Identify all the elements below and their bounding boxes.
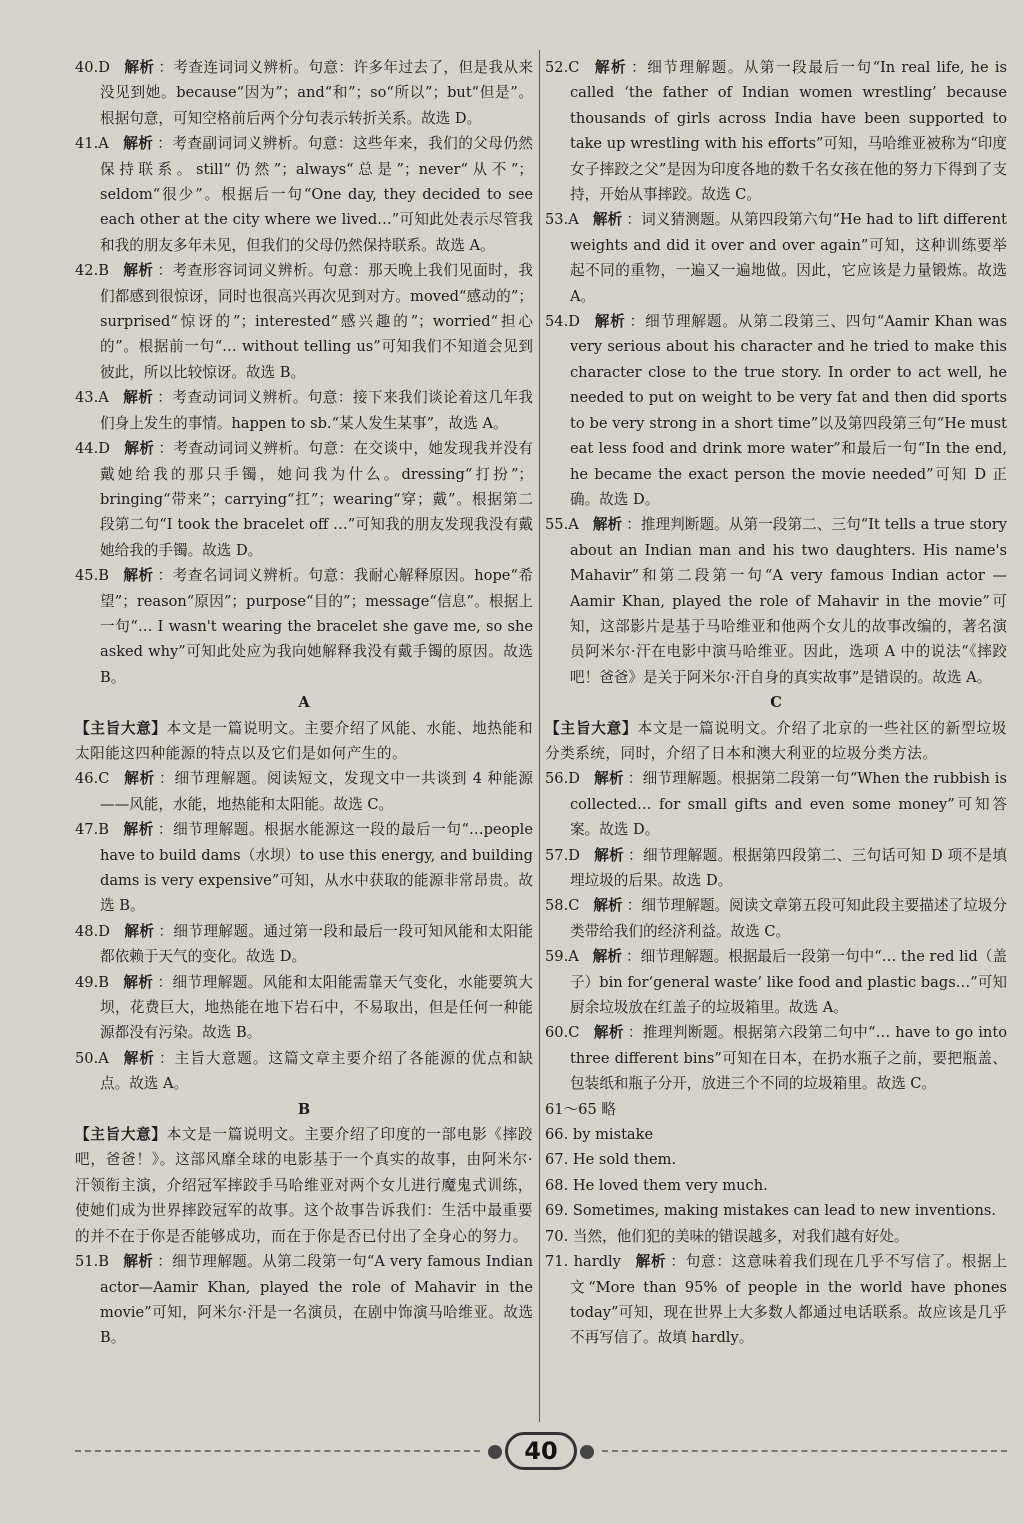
column-divider [539, 50, 540, 1422]
answer-number: 46.C [75, 770, 110, 788]
analysis-label: 解析 [634, 1253, 667, 1271]
summary-label: 【主旨大意】 [75, 1126, 167, 1144]
answer-item: 49.B 解析 ：细节理解题。风能和太阳能需靠天气变化，水能要筑大坝，花费巨大，地热能在地下岩石中，不易取出，但是任何一种能源都没有污染。故选 B。 [75, 973, 533, 1042]
summary-text: 本文是一篇说明文。介绍了北京的一些社区的新型垃圾分类系统，同时，介绍了日本和澳大利亚的垃圾分类方法。 [545, 719, 1007, 762]
analysis-label: 解析 [593, 897, 623, 915]
footer-dashed-line-left [75, 1450, 480, 1452]
answer-explanation: 词义猜测题。从第四段第六句“He had to lift different weights and did it over and over again”可知，这种训练要举起不同的重物，一遍又一遍地做。因此，它应该是力量锻炼。故选 A。 [570, 211, 1007, 305]
analysis-label: 解析 [593, 846, 625, 864]
analysis-label: 解析 [122, 262, 154, 280]
analysis-label: 解析 [592, 948, 622, 966]
answer-line: 69. Sometimes, making mistakes can lead to new inventions. [545, 1202, 997, 1220]
answer-number: 41.A [75, 135, 109, 153]
analysis-label: 解析 [123, 59, 155, 76]
analysis-label: 解析 [593, 59, 628, 76]
answer-explanation: 推理判断题。从第一段第二、三句“It tells a true story about an Indian man and his two daughters. His name's Mahavir”和第二段第一句“A very famous Indian actor — Aamir Khan, played the role of Mahavir in the movie”可知，这部影片是基于马哈维亚和他两个女儿的故事改编的，著名演员阿米尔·汗在电影中演马哈维亚。因此，选项 A 中的说法“《摔跤吧！爸爸》是关于阿米尔·汗自身的真实故事”是错误的。故选 A。 [570, 516, 1007, 686]
analysis-label: 解析 [592, 516, 623, 534]
answer-number: 58.C [545, 897, 580, 915]
answer-item: 46.C 解析 ：细节理解题。阅读短文，发现文中一共谈到 4 种能源——风能，水能，地热能和太阳能。故选 C。 [75, 770, 533, 813]
answer-explanation: 考查副词词义辨析。句意：这些年来，我们的父母仍然保持联系。still“仍然”；always“总是”；never“从不”；seldom“很少”。根据后一句“One day, they decided to see each other at the city where we lived…”可知此处表示尽管我和我的朋友多年未见，但我们的父母仍然保持联系。故选 A。 [100, 135, 533, 254]
passage-heading: A [298, 694, 310, 712]
analysis-label: 解析 [122, 567, 154, 585]
analysis-label: 解析 [592, 211, 623, 229]
answer-number: 56.D [545, 770, 580, 788]
answer-explanation: 推理判断题。根据第六段第二句中“… have to go into three different bins”可知在日本，在扔水瓶子之前，要把瓶盖、包装纸和瓶子分开，放进三个不同的垃圾箱里。故选 C。 [570, 1024, 1007, 1093]
answer-item: 51.B 解析 ：细节理解题。从第二段第一句“A very famous Indian actor—Aamir Khan, played the role of Mahavir in the movie”可知，阿米尔·汗是一名演员，在剧中饰演马哈维亚。故选 B。 [75, 1253, 533, 1347]
answer-number: 57.D [545, 846, 580, 864]
summary-label: 【主旨大意】 [75, 719, 167, 737]
answer-item: 60.C 解析 ：推理判断题。根据第六段第二句中“… have to go into three different bins”可知在日本，在扔水瓶子之前，要把瓶盖、包装纸和瓶子分开，放进三个不同的垃圾箱里。故选 C。 [545, 1024, 1007, 1093]
passage-summary [75, 1122, 533, 1249]
answer-line: 70. 当然，他们犯的美味的错误越多，对我们越有好处。 [545, 1227, 909, 1245]
analysis-label: 解析 [123, 770, 156, 788]
answer-item: 59.A 解析 ：细节理解题。根据最后一段第一句中“… the red lid（盖子）bin for‘general waste’ like food and plastic bags…”可知厨余垃圾放在红盖子的垃圾箱里。故选 A。 [545, 948, 1007, 1017]
footer-ornament-left [488, 1445, 502, 1459]
answer-number: 50.A [75, 1049, 109, 1067]
answer-number: 47.B [75, 821, 109, 839]
page-footer [75, 1428, 1007, 1468]
answer-item: 45.B 解析 ：考查名词词义辨析。句意：我耐心解释原因。hope“希望”；reason“原因”；purpose“目的”；message“信息”。根据上一句“… I wasn't wearing the bracelet she gave me, so she asked why”可知此处应为我向她解释我没有戴手镯的原因。故选 B。 [75, 567, 533, 686]
answer-line: 66. by mistake [545, 1126, 654, 1144]
analysis-label: 解析 [122, 389, 154, 407]
right-column [545, 55, 1007, 1351]
analysis-label: 解析 [123, 440, 155, 458]
answer-item: 47.B 解析 ：细节理解题。根据水能源这一段的最后一句“…people have to build dams（水坝）to use this energy, and building dams is very expensive”可知，从水中获取的能源非常昂贵。故选 B。 [75, 821, 533, 915]
answer-item: 44.D 解析 ：考查动词词义辨析。句意：在交谈中，她发现我并没有戴她给我的那只手镯，她问我为什么。dressing“打扮”；bringing“带来”；carrying“扛”；wearing“穿；戴”。根据第二段第二句“I took the bracelet off …”可知我的朋友发现我没有戴她给我的手镯。故选 D。 [75, 440, 533, 559]
answer-number: 44.D [75, 440, 110, 458]
analysis-label: 解析 [122, 135, 154, 153]
analysis-label: 解析 [593, 770, 624, 788]
answer-item: 50.A 解析 ：主旨大意题。这篇文章主要介绍了各能源的优点和缺点。故选 A。 [75, 1049, 533, 1093]
answer-number: 71. hardly [545, 1253, 621, 1271]
analysis-label: 解析 [593, 313, 626, 331]
answer-line: 68. He loved them very much. [545, 1176, 768, 1194]
answer-explanation: 细节理解题。根据第四段第二、三句话可知 D 项不是填埋垃圾的后果。故选 D。 [570, 846, 1007, 889]
answer-number: 53.A [545, 211, 579, 229]
answer-item: 55.A 解析 ：推理判断题。从第一段第二、三句“It tells a true story about an Indian man and his two daughters. His name's Mahavir”和第二段第一句“A very famous Indian actor — Aamir Khan, played the role of Mahavir in the movie”可知，这部影片是基于马哈维亚和他两个女儿的故事改编的，著名演员阿米尔·汗在电影中演马哈维亚。因此，选项 A 中的说法“《摔跤吧！爸爸》是关于阿米尔·汗自身的真实故事”是错误的。故选 A。 [545, 516, 1007, 686]
answer-number: 54.D [545, 313, 580, 331]
answer-item: 40.D 解析 ：考查连词词义辨析。句意：许多年过去了，但是我从来没见到她。because“因为”；and“和”；so“所以”；but“但是”。根据句意，可知空格前后两个分句表示转折关系。故选 D。 [75, 59, 533, 127]
answer-number: 51.B [75, 1253, 109, 1271]
answer-number: 48.D [75, 922, 110, 940]
answer-item: 52.C 解析 ：细节理解题。从第一段最后一句“In real life, he is called ‘the father of Indian women wrestling’ because thousands of girls across India have been supported to take up wrestling with his efforts”可知，马哈维亚被称为“印度女子摔跤之父”是因为印度各地的数千名女孩在他的努力下得到了支持，开始从事摔跤。故选 C。 [545, 59, 1007, 204]
answer-item: 54.D 解析 ：细节理解题。从第二段第三、四句“Aamir Khan was very serious about his character and he tried to make this character close to the true story. In order to act well, he needed to put on weight to be very fat and then did sports to be very strong in a short time”以及第四段第三句“He must eat less food and drink more water”和最后一句“In the end, he became the exact person the movie needed”可知 D 正确。故选 D。 [545, 313, 1007, 508]
answer-item: 71. hardly 解析 ：句意：这意味着我们现在几乎不写信了。根据上文“More than 95% of people in the world have phones today”可知，现在世界上大多数人都通过电话联系。故应该是几乎不再写信了。故填 hardly。 [545, 1253, 1007, 1347]
answer-number: 49.B [75, 973, 109, 991]
answer-item: 58.C 解析 ：细节理解题。阅读文章第五段可知此段主要描述了垃圾分类带给我们的经济利益。故选 C。 [545, 897, 1007, 940]
answer-item: 43.A 解析 ：考查动词词义辨析。句意：接下来我们谈论着这几年我们身上发生的事情。happen to sb.“某人发生某事”，故选 A。 [75, 389, 533, 432]
answer-line: 61～65 略 [545, 1100, 616, 1118]
answer-explanation: 细节理解题。通过第一段和最后一段可知风能和太阳能都依赖于天气的变化。故选 D。 [100, 922, 533, 966]
analysis-label: 解析 [122, 1049, 156, 1067]
footer-ornament-right [580, 1445, 594, 1459]
summary-text: 本文是一篇说明文。主要介绍了风能、水能、地热能和太阳能这四种能源的特点以及它们是如何产生的。 [75, 719, 533, 762]
answer-explanation: 考查名词词义辨析。句意：我耐心解释原因。hope“希望”；reason“原因”；purpose“目的”；message“信息”。根据上一句“… I wasn't wearing the bracelet she gave me, so she asked why”可知此处应为我向她解释我没有戴手镯的原因。故选 B。 [100, 567, 533, 686]
passage-heading: B [297, 1100, 311, 1118]
answer-number: 60.C [545, 1024, 580, 1042]
answer-line: 67. He sold them. [545, 1151, 677, 1169]
left-column [75, 55, 533, 1351]
answer-explanation: 细节理解题。根据最后一段第一句中“… the red lid（盖子）bin for‘general waste’ like food and plastic bags…”可知厨余垃圾放在红盖子的垃圾箱里。故选 A。 [570, 948, 1007, 1017]
footer-dashed-line-right [602, 1450, 1007, 1452]
answer-number: 40.D [75, 59, 110, 76]
answer-item: 48.D 解析 ：细节理解题。通过第一段和最后一段可知风能和太阳能都依赖于天气的变化。故选 D。 [75, 922, 533, 966]
summary-label: 【主旨大意】 [545, 719, 638, 737]
answer-explanation: 主旨大意题。这篇文章主要介绍了各能源的优点和缺点。故选 A。 [100, 1049, 533, 1093]
answer-explanation: 细节理解题。阅读文章第五段可知此段主要描述了垃圾分类带给我们的经济利益。故选 C。 [570, 897, 1007, 940]
answer-explanation: 考查动词词义辨析。句意：在交谈中，她发现我并没有戴她给我的那只手镯，她问我为什么。dressing“打扮”；bringing“带来”；carrying“扛”；wearing“穿；戴”。根据第二段第二句“I took the bracelet off …”可知我的朋友发现我没有戴她给我的手镯。故选 D。 [100, 440, 533, 559]
analysis-label: 解析 [123, 922, 155, 940]
analysis-label: 解析 [122, 1253, 154, 1271]
answer-explanation: 细节理解题。阅读短文，发现文中一共谈到 4 种能源——风能，水能，地热能和太阳能。故选 C。 [100, 770, 533, 813]
analysis-label: 解析 [593, 1024, 624, 1042]
answer-explanation: 考查连词词义辨析。句意：许多年过去了，但是我从来没见到她。because“因为”；and“和”；so“所以”；but“但是”。根据句意，可知空格前后两个分句表示转折关系。故选 D。 [100, 59, 533, 127]
answer-item: 57.D 解析 ：细节理解题。根据第四段第二、三句话可知 D 项不是填埋垃圾的后果。故选 D。 [545, 846, 1007, 889]
page-number: 40 [505, 1432, 577, 1470]
answer-explanation: 细节理解题。根据第二段第一句“When the rubbish is collected… for small gifts and even some money”可知答案。故选 D。 [570, 770, 1007, 839]
answer-explanation: 细节理解题。风能和太阳能需靠天气变化，水能要筑大坝，花费巨大，地热能在地下岩石中，不易取出，但是任何一种能源都没有污染。故选 B。 [100, 973, 533, 1042]
analysis-label: 解析 [122, 821, 154, 839]
answer-item: 53.A 解析 ：词义猜测题。从第四段第六句“He had to lift different weights and did it over and over again”可知，这种训练要举起不同的重物，一遍又一遍地做。因此，它应该是力量锻炼。故选 A。 [545, 211, 1007, 305]
answer-number: 45.B [75, 567, 109, 585]
answer-explanation: 细节理解题。从第二段第一句“A very famous Indian actor—Aamir Khan, played the role of Mahavir in the movie”可知，阿米尔·汗是一名演员，在剧中饰演马哈维亚。故选 B。 [100, 1253, 533, 1347]
answer-explanation: 细节理解题。从第二段第三、四句“Aamir Khan was very serious about his character and he tried to make this character close to the true story. In order to act well, he needed to put on weight to be very fat and then did sports to be very strong in a short time”以及第四段第三句“He must eat less food and drink more water”和最后一句“In the end, he became the exact person the movie needed”可知 D 正确。故选 D。 [570, 313, 1007, 508]
answer-number: 59.A [545, 948, 579, 966]
summary-text: 本文是一篇说明文。主要介绍了印度的一部电影《摔跤吧，爸爸！》。这部风靡全球的电影基于一个真实的故事，由阿米尔·汗领衔主演，介绍冠军摔跤手马哈维亚对两个女儿进行魔鬼式训练，使她们成为世界摔跤冠军的故事。这个故事告诉我们：生活中最重要的并不在于你是否能够成功，而在于你是否已付出了全身心的努力。 [75, 1126, 533, 1245]
answer-explanation: 句意：这意味着我们现在几乎不写信了。根据上文“More than 95% of people in the world have phones today”可知，现在世界上大多数人都通过电话联系。故应该是几乎不再写信了。故填 hardly。 [570, 1253, 1007, 1347]
analysis-label: 解析 [122, 973, 154, 991]
answer-number: 55.A [545, 516, 579, 534]
answer-number: 52.C [545, 59, 580, 76]
answer-item: 56.D 解析 ：细节理解题。根据第二段第一句“When the rubbish is collected… for small gifts and even some money”可知答案。故选 D。 [545, 770, 1007, 839]
answer-number: 42.B [75, 262, 109, 280]
answer-explanation: 考查形容词词义辨析。句意：那天晚上我们见面时，我们都感到很惊讶，同时也很高兴再次见到对方。moved“感动的”；surprised“惊讶的”；interested“感兴趣的”；worried“担心的”。根据前一句“… without telling us”可知我们不知道会见到彼此，所以比较惊讶。故选 B。 [100, 262, 533, 381]
answer-item: 42.B 解析 ：考查形容词词义辨析。句意：那天晚上我们见面时，我们都感到很惊讶，同时也很高兴再次见到对方。moved“感动的”；surprised“惊讶的”；interested“感兴趣的”；worried“担心的”。根据前一句“… without telling us”可知我们不知道会见到彼此，所以比较惊讶。故选 B。 [75, 262, 533, 381]
answer-explanation: 考查动词词义辨析。句意：接下来我们谈论着这几年我们身上发生的事情。happen to sb.“某人发生某事”，故选 A。 [100, 389, 533, 432]
passage-summary [75, 716, 533, 767]
answer-item: 41.A 解析 ：考查副词词义辨析。句意：这些年来，我们的父母仍然保持联系。still“仍然”；always“总是”；never“从不”；seldom“很少”。根据后一句“One day, they decided to see each other at the city where we lived…”可知此处表示尽管我和我的朋友多年未见，但我们的父母仍然保持联系。故选 A。 [75, 135, 533, 254]
answer-number: 43.A [75, 389, 109, 407]
answer-explanation: 细节理解题。从第一段最后一句“In real life, he is called ‘the father of Indian women wrestling’ because thousands of girls across India have been supported to take up wrestling with his efforts”可知，马哈维亚被称为“印度女子摔跤之父”是因为印度各地的数千名女孩在他的努力下得到了支持，开始从事摔跤。故选 C。 [570, 59, 1007, 204]
passage-heading: C [770, 694, 782, 712]
passage-summary [545, 716, 1007, 767]
answer-explanation: 细节理解题。根据水能源这一段的最后一句“…people have to build dams（水坝）to use this energy, and building dams is very expensive”可知，从水中获取的能源非常昂贵。故选 B。 [100, 821, 533, 915]
